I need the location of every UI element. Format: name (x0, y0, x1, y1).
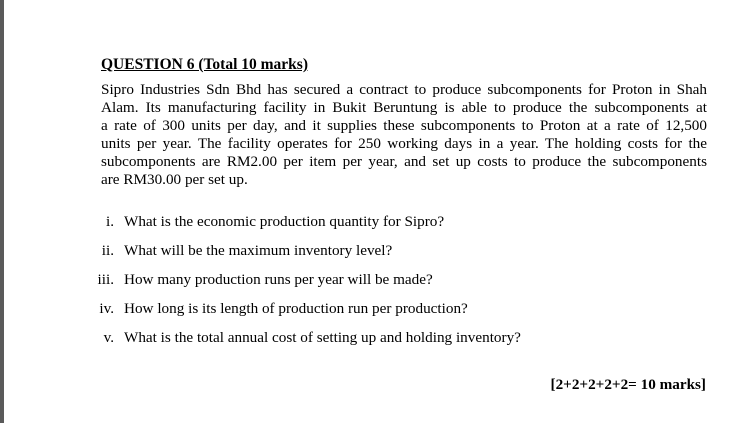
sub-question-number: iv. (99, 300, 114, 317)
paragraph-line: units per year. The facility operates for 250 working days in a year. The holding costs for the (101, 135, 707, 153)
question-title: QUESTION 6 (Total 10 marks) (101, 56, 308, 73)
sub-question-number: ii. (101, 242, 114, 259)
sub-question-text: How long is its length of production run per production? (124, 300, 468, 317)
sub-question-number: iii. (97, 271, 114, 288)
sub-question-text: What is the total annual cost of setting up and holding inventory? (124, 329, 521, 346)
paragraph-line: Alam. Its manufacturing facility in Bukit Beruntung is able to produce the subcomponents at (101, 99, 707, 117)
paragraph-line: a rate of 300 units per day, and it supplies these subcomponents to Proton at a rate of 12,500 (101, 117, 707, 135)
sub-question-number: i. (105, 213, 114, 230)
question-paragraph (101, 81, 707, 190)
marks-allocation: [2+2+2+2+2= 10 marks] (550, 376, 706, 393)
paragraph-line: subcomponents are RM2.00 per item per year, and set up costs to produce the subcomponents (101, 153, 707, 171)
paragraph-line: Sipro Industries Sdn Bhd has secured a contract to produce subcomponents for Proton in Shah (101, 81, 707, 98)
sub-question-text: What will be the maximum inventory level? (124, 242, 393, 259)
paragraph-line: are RM30.00 per set up. (101, 171, 248, 189)
sub-question-number: v. (103, 329, 114, 346)
sub-question-text: What is the economic production quantity for Sipro? (124, 213, 445, 230)
sub-question-text: How many production runs per year will be made? (124, 271, 433, 288)
